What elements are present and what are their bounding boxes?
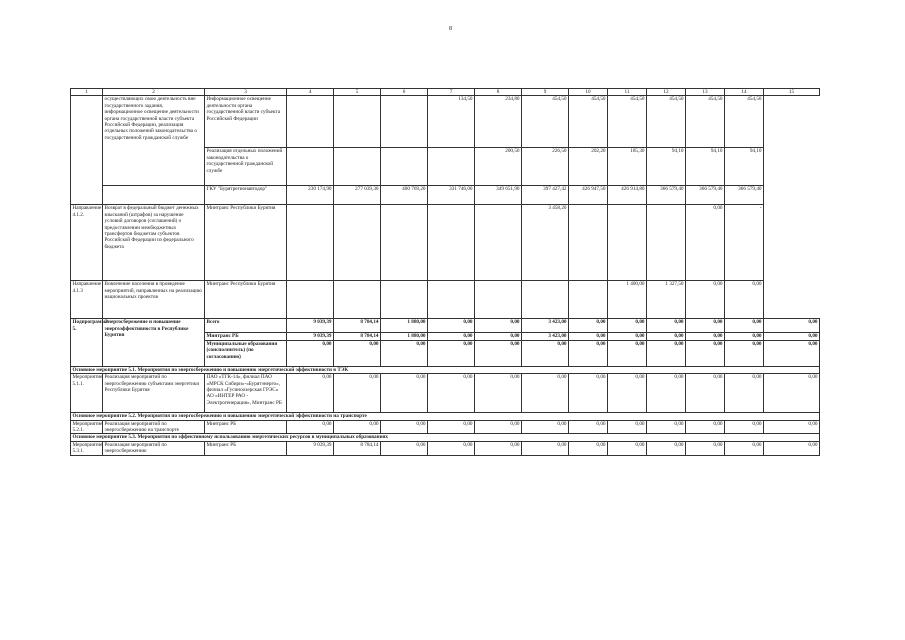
value-cell: 0,00 [764, 319, 820, 333]
table-row [71, 96, 820, 148]
row-desc-cell: Вовлечение населения в проведение мероприятий, направленных на реализацию национальных проектов [103, 281, 205, 319]
executor-cell: Муниципальные образования (соисполнитель) (по согласованию) [205, 340, 287, 366]
executor-cell: Всего [205, 319, 287, 333]
value-cell: 0,00 [608, 441, 647, 455]
value-cell: 426 947,50 [569, 186, 608, 205]
header-cell: 8 [475, 89, 522, 96]
value-cell: 0,00 [569, 319, 608, 333]
row-desc-cell: Энергосбережение и повышение энергоэффективности в Республике Бурятия [103, 319, 205, 366]
value-cell [475, 281, 522, 319]
value-cell [608, 205, 647, 281]
value-cell: 0,00 [475, 319, 522, 333]
value-cell: 0,00 [569, 333, 608, 340]
value-cell: 0,00 [686, 340, 725, 366]
value-cell: 3 423,00 [522, 333, 569, 340]
table-row [71, 186, 820, 205]
value-cell: 200,50 [475, 148, 522, 186]
value-cell: 0,00 [334, 420, 381, 434]
value-cell [334, 205, 381, 281]
value-cell: 9 039,39 [287, 441, 334, 455]
value-cell: 3 423,00 [522, 319, 569, 333]
value-cell: 454,50 [569, 96, 608, 148]
value-cell: 366 579,40 [686, 186, 725, 205]
value-cell [522, 281, 569, 319]
value-cell: 0,00 [287, 420, 334, 434]
value-cell: 0,00 [522, 340, 569, 366]
value-cell: 0,00 [475, 420, 522, 434]
header-cell: 7 [428, 89, 475, 96]
value-cell: 0,00 [686, 333, 725, 340]
value-cell: 0,00 [725, 340, 764, 366]
value-cell: 202,20 [569, 148, 608, 186]
value-cell: 0,00 [475, 340, 522, 366]
value-cell: 8 784,14 [334, 333, 381, 340]
value-cell [381, 205, 428, 281]
row-desc-cell: осуществляющих свою деятельность вне государственного задания, информационное освещение деятельности органа государственной власти субъекта Российской Федерации, реализация отдельных положений законодательства о государственной гражданской службе [103, 96, 205, 186]
budget-table [70, 88, 820, 456]
value-cell: 426 914,80 [608, 186, 647, 205]
value-cell: 277 039,30 [334, 186, 381, 205]
value-cell: 0,00 [725, 333, 764, 340]
executor-cell: Минтранс Республики Бурятия [205, 205, 287, 281]
value-cell: 1 880,00 [381, 319, 428, 333]
executor-cell: ГКУ "Бурятрегионавтодор" [205, 186, 287, 205]
value-cell: 0,00 [764, 420, 820, 434]
value-cell [475, 205, 522, 281]
row-desc-cell: Реализация мероприятий по энергосбережению на транспорте [103, 420, 205, 434]
value-cell [334, 96, 381, 148]
value-cell [428, 281, 475, 319]
value-cell: 0,00 [608, 374, 647, 413]
value-cell [647, 205, 686, 281]
section-title: Основное мероприятие 5.2. Мероприятия по энергосбережению и повышению энергетической эффективности на транспорте [71, 413, 820, 420]
row-desc-cell [103, 186, 205, 205]
header-cell: 6 [381, 89, 428, 96]
value-cell: 0,00 [608, 420, 647, 434]
page-number: 8 [449, 26, 452, 32]
header-cell: 15 [764, 89, 820, 96]
value-cell: 0,00 [334, 340, 381, 366]
value-cell: 0,00 [686, 374, 725, 413]
value-cell: 0,00 [428, 319, 475, 333]
header-cell: 1 [71, 89, 103, 96]
value-cell: 8 784,14 [334, 441, 381, 455]
value-cell: 349 651,90 [475, 186, 522, 205]
value-cell: 366 579,40 [725, 186, 764, 205]
value-cell: 0,00 [381, 374, 428, 413]
value-cell: 0,00 [475, 374, 522, 413]
value-cell: 0,00 [686, 441, 725, 455]
value-cell: 0,00 [686, 205, 725, 281]
value-cell [381, 96, 428, 148]
value-cell: 0,00 [522, 374, 569, 413]
value-cell: 0,00 [686, 420, 725, 434]
value-cell [569, 281, 608, 319]
value-cell: 0,00 [287, 340, 334, 366]
header-cell: 14 [725, 89, 764, 96]
row-desc-cell: Реализация мероприятий по энергосбережению [103, 441, 205, 455]
section-title: Основное мероприятие 5.3. Мероприятия по эффективному использованию энергетических ресурсов в муниципальных образованиях [71, 434, 820, 441]
value-cell: 0,00 [647, 340, 686, 366]
value-cell [287, 281, 334, 319]
value-cell [287, 96, 334, 148]
value-cell: 0,00 [287, 374, 334, 413]
value-cell: 0,00 [725, 420, 764, 434]
header-cell: 5 [334, 89, 381, 96]
section-row [71, 366, 820, 373]
value-cell: 454,50 [522, 96, 569, 148]
value-cell: 0,00 [608, 340, 647, 366]
value-cell [428, 205, 475, 281]
header-cell: 3 [205, 89, 287, 96]
executor-cell: Минтранс Республики Бурятия [205, 281, 287, 319]
value-cell: 0,00 [608, 319, 647, 333]
value-cell: 0,00 [334, 374, 381, 413]
table-row [71, 281, 820, 319]
row-code-cell: Направление 4.1.3 [71, 281, 103, 319]
value-cell [428, 148, 475, 186]
value-cell: 1 880,00 [381, 333, 428, 340]
value-cell: 0,00 [569, 441, 608, 455]
value-cell: 454,50 [725, 96, 764, 148]
value-cell: 94,10 [686, 148, 725, 186]
header-cell: 11 [608, 89, 647, 96]
value-cell: 454,50 [608, 96, 647, 148]
value-cell: 454,50 [647, 96, 686, 148]
value-cell: 234,80 [475, 96, 522, 148]
value-cell: 0,00 [647, 333, 686, 340]
value-cell: 9 039,39 [287, 333, 334, 340]
table-row [71, 374, 820, 413]
table-row [71, 420, 820, 434]
value-cell: 1 400,00 [608, 281, 647, 319]
header-cell: 4 [287, 89, 334, 96]
header-cell: 9 [522, 89, 569, 96]
row-code-cell: Мероприятие 5.3.1. [72, 441, 103, 455]
value-cell: - [725, 205, 764, 281]
value-cell: 331 746,00 [428, 186, 475, 205]
row-desc-cell: Возврат в федеральный бюджет денежных взысканий (штрафов) за нарушение условий договоров (соглашений) о предоставлении межбюджетных трансфертов бюджетам субъектов Российской Федерации из федерального бюджета [103, 205, 205, 281]
value-cell: 0,00 [522, 420, 569, 434]
executor-cell: Минтранс РБ [205, 420, 287, 434]
row-code-cell: Подпрограмма 5. [71, 319, 103, 366]
value-cell: 454,50 [686, 96, 725, 148]
value-cell: 0,00 [381, 441, 428, 455]
value-cell: 3 458,20 [522, 205, 569, 281]
value-cell [381, 148, 428, 186]
section-row [71, 413, 820, 420]
row-code-cell: Направление 4.1.2. [71, 205, 103, 281]
value-cell [381, 281, 428, 319]
value-cell: 0,00 [428, 441, 475, 455]
value-cell: 0,00 [475, 333, 522, 340]
value-cell: 0,00 [475, 441, 522, 455]
executor-cell: Информационное освещение деятельности органа государственной власти субъекта Российской Федерации [205, 96, 287, 148]
value-cell: 0,00 [725, 281, 764, 319]
header-cell: 12 [647, 89, 686, 96]
value-cell: 1 327,50 [647, 281, 686, 319]
executor-cell: Реализация отдельных положений законодательства о государственной гражданской службе [205, 148, 287, 186]
header-cell: 2 [103, 89, 205, 96]
value-cell: 0,00 [725, 374, 764, 413]
value-cell: 0,00 [686, 319, 725, 333]
value-cell: 400 769,20 [381, 186, 428, 205]
row-code-cell [71, 96, 103, 205]
value-cell: 0,00 [569, 420, 608, 434]
table-row [71, 441, 820, 455]
value-cell: 0,00 [764, 374, 820, 413]
value-cell: 397 427,42 [522, 186, 569, 205]
section-row [71, 434, 820, 441]
value-cell: 0,00 [381, 420, 428, 434]
header-cell: 10 [569, 89, 608, 96]
row-code-cell: Мероприятие 5.2.1. [72, 420, 103, 434]
value-cell: 9 039,39 [287, 319, 334, 333]
value-cell [287, 148, 334, 186]
value-cell: 0,00 [569, 374, 608, 413]
value-cell: 94,10 [725, 148, 764, 186]
value-cell: 0,00 [381, 340, 428, 366]
value-cell: 0,00 [569, 340, 608, 366]
row-code-cell: Мероприятие 5.1.1. [71, 374, 103, 413]
value-cell: 0,00 [428, 340, 475, 366]
value-cell [334, 148, 381, 186]
value-cell: 0,00 [522, 441, 569, 455]
value-cell: 0,00 [647, 374, 686, 413]
value-cell: 185,30 [608, 148, 647, 186]
value-cell: 366 579,40 [647, 186, 686, 205]
value-cell [569, 205, 608, 281]
table-row [71, 205, 820, 281]
executor-cell: Минтранс РБ [205, 441, 287, 455]
value-cell: 0,00 [608, 333, 647, 340]
header-row [71, 89, 820, 96]
value-cell: 0,00 [428, 420, 475, 434]
header-cell: 13 [686, 89, 725, 96]
value-cell: 0,00 [647, 420, 686, 434]
value-cell [287, 205, 334, 281]
value-cell: 94,10 [647, 148, 686, 186]
value-cell [334, 281, 381, 319]
section-title: Основное мероприятие 5.1. Мероприятия по энергосбережению и повышению энергетической эффективности в ТЭК [71, 366, 820, 373]
executor-cell: ПАО «ТГК-14», филиал ПАО «МРСК Сибири»-«Бурятэнерго», филиал «Гусиноозерская ГРЭС» АО «ИНТЕР РАО - Электрогенерация», Минтранс РБ [205, 374, 287, 413]
value-cell: 0,00 [647, 319, 686, 333]
row-desc-cell: Реализация мероприятий по энергосбережению субъектами энергетики Республики Бурятия [103, 374, 205, 413]
table-row [71, 319, 820, 333]
executor-cell: Минтранс РБ [205, 333, 287, 340]
value-cell: 0,00 [647, 441, 686, 455]
value-cell: 0,00 [686, 281, 725, 319]
value-cell: 230 174,90 [287, 186, 334, 205]
value-cell: 0,00 [428, 374, 475, 413]
value-cell: 226,50 [522, 148, 569, 186]
value-cell: 0,00 [725, 319, 764, 333]
value-cell: 0,00 [764, 340, 820, 366]
value-cell: 0,00 [428, 333, 475, 340]
value-cell: 0,00 [725, 441, 764, 455]
value-cell: 134,50 [428, 96, 475, 148]
value-cell: 8 784,14 [334, 319, 381, 333]
value-cell: 0,00 [764, 333, 820, 340]
value-cell: 0,00 [764, 441, 820, 455]
